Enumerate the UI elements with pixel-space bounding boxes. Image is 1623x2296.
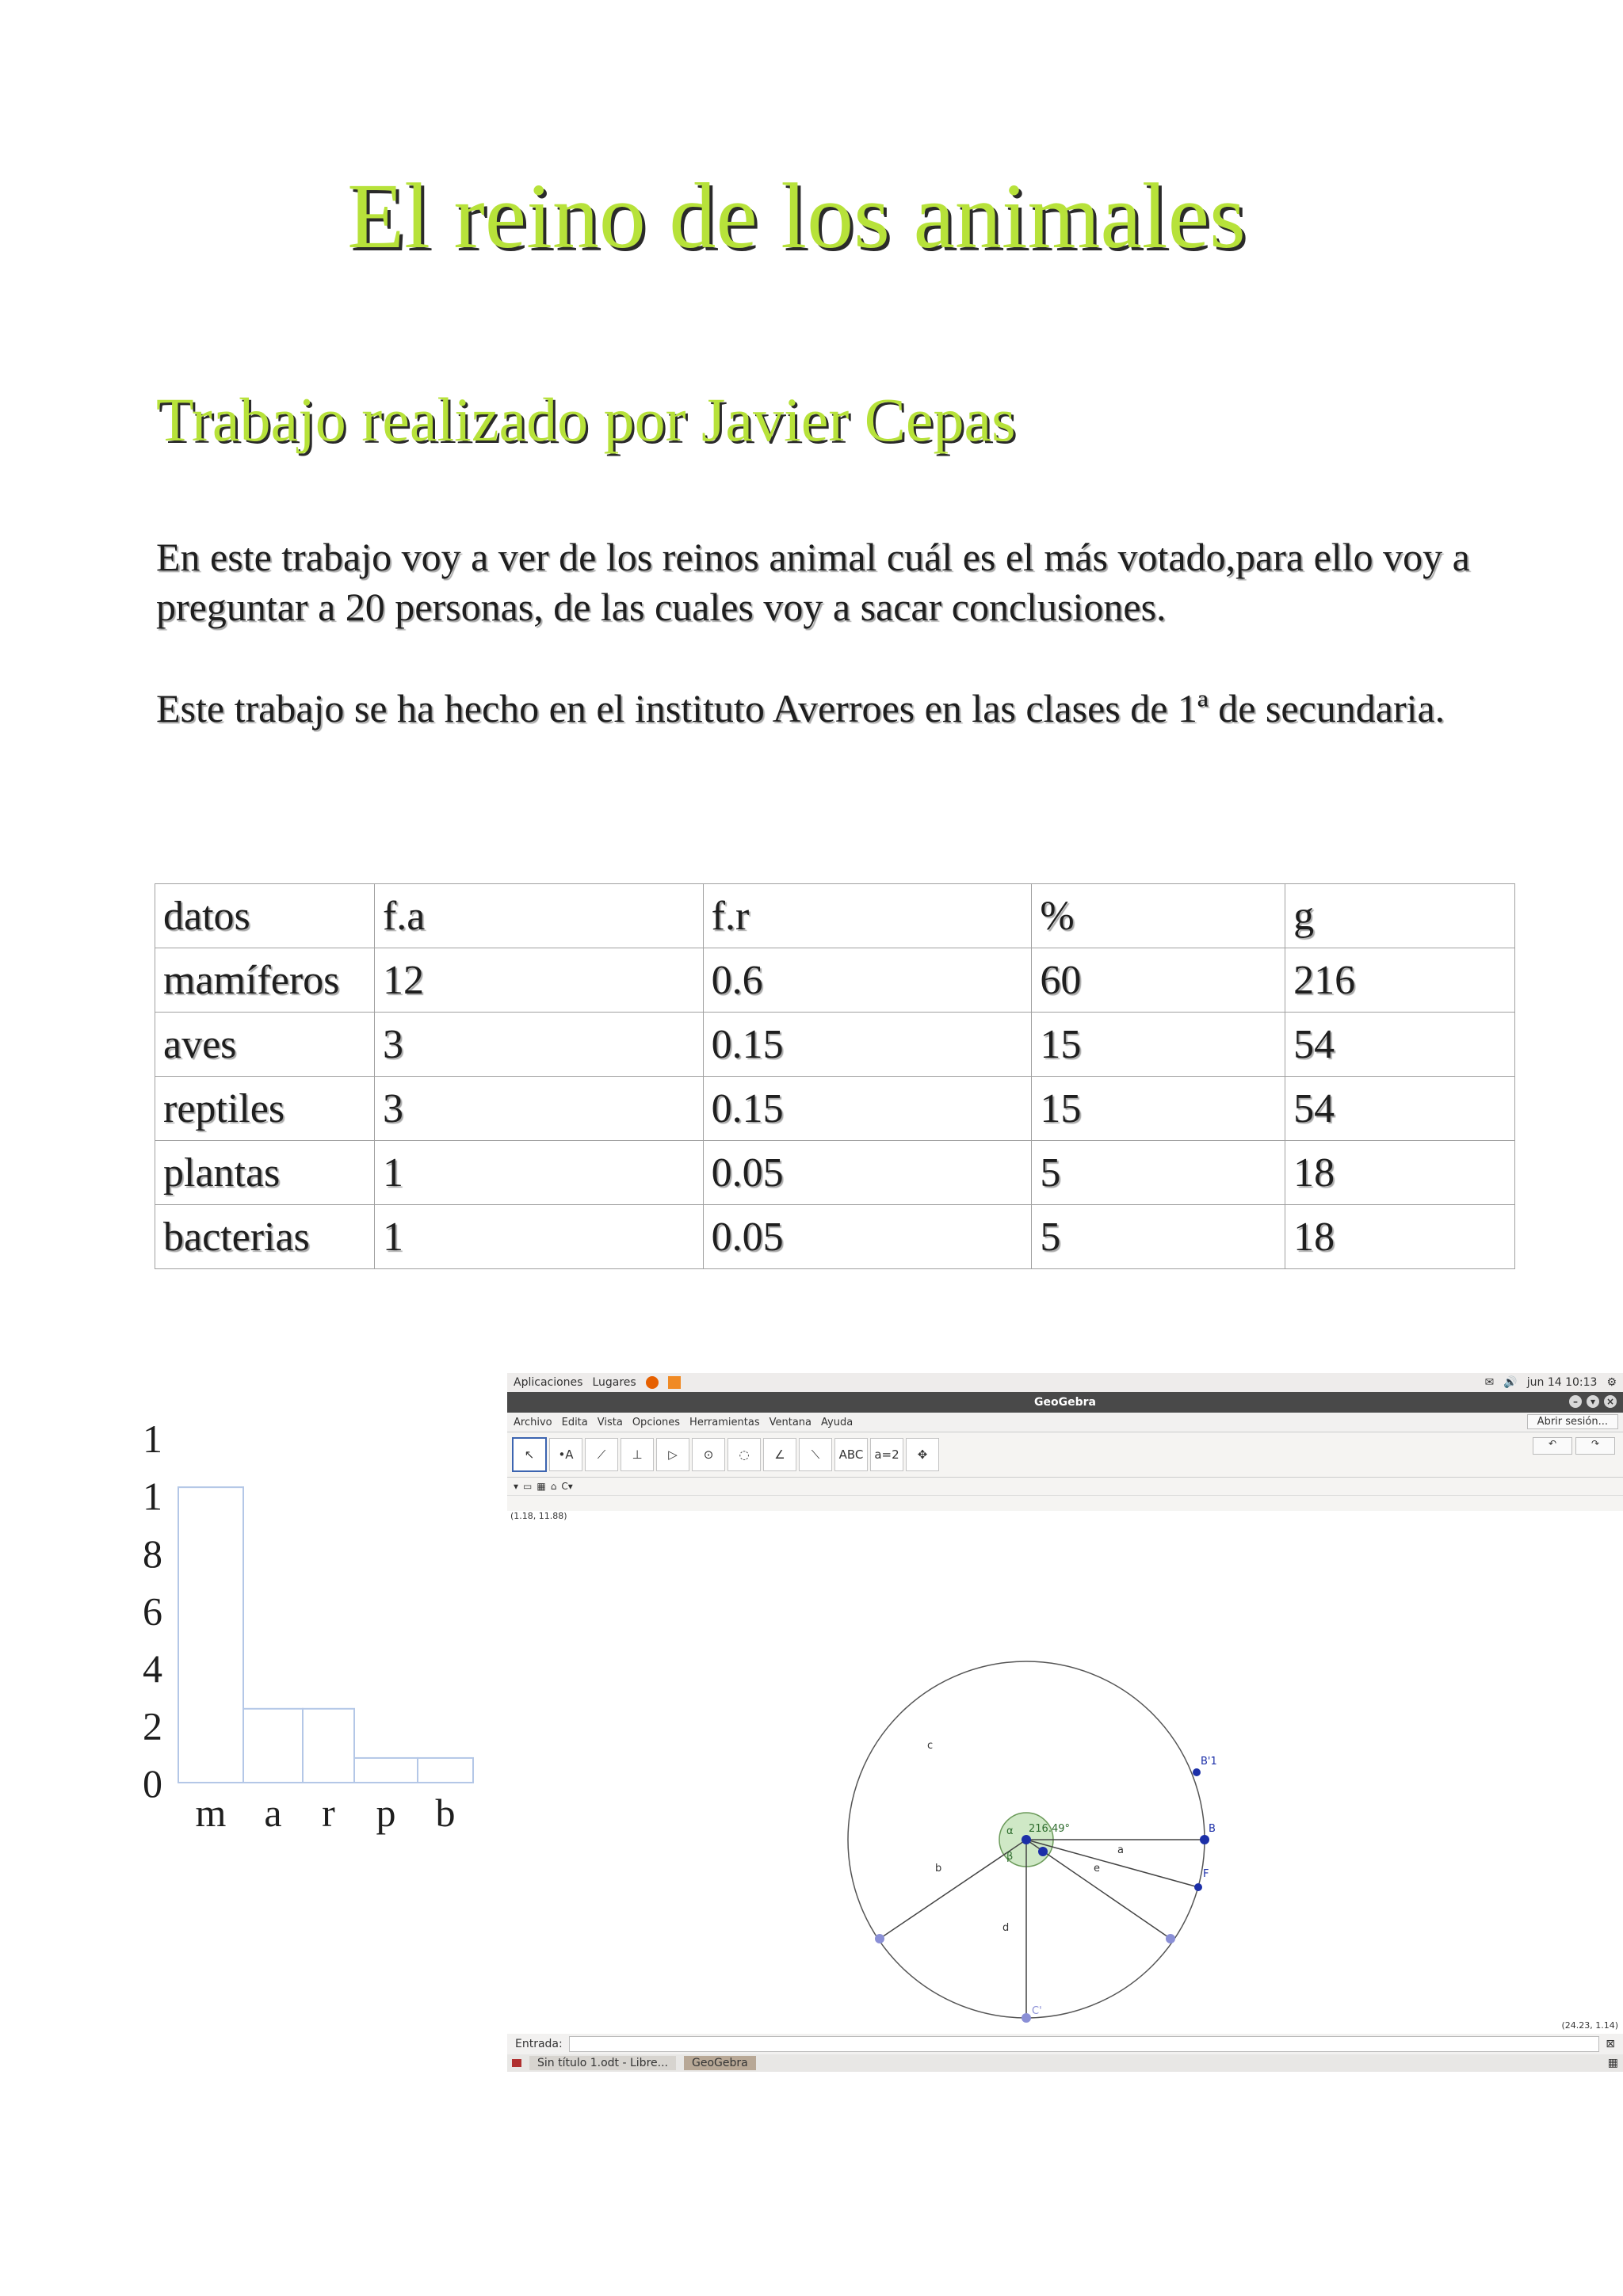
header-cell: g (1285, 884, 1515, 948)
menu-ayuda[interactable]: Ayuda (821, 1416, 854, 1428)
maximize-icon[interactable]: ▾ (1587, 1395, 1599, 1408)
x-tick-label: p (376, 1791, 396, 1835)
frequency-table (155, 883, 1515, 1269)
point-F[interactable] (1194, 1883, 1202, 1891)
point-tool-icon[interactable]: •A (549, 1438, 582, 1471)
center-point[interactable] (1022, 1835, 1031, 1844)
coordinate-readout-bottom: (24.23, 1.14) (1561, 2020, 1618, 2031)
close-icon[interactable]: × (1604, 1395, 1617, 1408)
coordinate-readout-top: (1.18, 11.88) (510, 1511, 567, 1521)
taskbar-item-libreoffice[interactable]: Sin título 1.odt - Libre... (529, 2056, 676, 2070)
table-cell: 1 (374, 1141, 703, 1205)
header-cell: datos (155, 884, 375, 948)
table-cell: 54 (1285, 1013, 1515, 1077)
geogebra-screenshot (507, 1373, 1623, 2072)
bar-m (178, 1487, 243, 1783)
segment-e[interactable] (1026, 1840, 1170, 1939)
input-bar (507, 2034, 1623, 2054)
x-tick-label: m (195, 1791, 227, 1835)
axes-toggle-icon[interactable]: ▭ (523, 1481, 533, 1492)
point-inner[interactable] (1038, 1847, 1048, 1856)
apps-menu[interactable]: Aplicaciones (514, 1376, 583, 1389)
move-tool-icon[interactable]: ↖ (512, 1437, 547, 1472)
home-view-icon[interactable]: ⌂ (550, 1481, 557, 1492)
bar-chart (143, 1426, 491, 1838)
table-row (155, 1205, 1515, 1269)
redo-icon[interactable]: ↷ (1575, 1437, 1615, 1455)
angle-value-label: 216.49° (1029, 1823, 1070, 1835)
point-E[interactable] (1166, 1934, 1175, 1943)
table-cell: 15 (1032, 1077, 1285, 1141)
x-tick-label: a (264, 1791, 282, 1835)
gear-icon[interactable]: ⚙ (1606, 1376, 1617, 1389)
circle-tool-icon[interactable]: ⊙ (692, 1438, 725, 1471)
y-tick-label: 1 (143, 1474, 162, 1519)
table-cell: 0.05 (703, 1141, 1032, 1205)
label-alpha: α (1006, 1825, 1014, 1837)
volume-icon[interactable]: 🔊 (1503, 1376, 1518, 1389)
table-cell: plantas (155, 1141, 375, 1205)
table-cell: bacterias (155, 1205, 375, 1269)
table-row (155, 948, 1515, 1013)
point-C-prime[interactable] (1022, 2013, 1031, 2023)
perpendicular-tool-icon[interactable]: ⊥ (621, 1438, 654, 1471)
table-cell: 5 (1032, 1141, 1285, 1205)
slider-tool-button[interactable]: a=2 (870, 1438, 903, 1471)
text-tool-button[interactable]: ABC (834, 1438, 868, 1471)
geometry-construction[interactable] (507, 1511, 1623, 2034)
app-launcher-icon[interactable] (668, 1376, 681, 1389)
window-title: GeoGebra (1034, 1396, 1096, 1409)
reflect-tool-icon[interactable]: ⟍ (799, 1438, 832, 1471)
menu-archivo[interactable]: Archivo (514, 1416, 552, 1428)
table-cell: aves (155, 1013, 375, 1077)
taskbar-item-geogebra[interactable]: GeoGebra (684, 2056, 756, 2070)
table-cell: 5 (1032, 1205, 1285, 1269)
intro-paragraph: En este trabajo voy a ver de los reinos animal cuál es el más votado,para ello voy a preguntar a 20 personas, de las cuales voy a sacar conclusiones. (156, 535, 1470, 629)
bar-p (354, 1758, 418, 1783)
tool-bar (507, 1432, 1623, 1478)
point-C[interactable] (875, 1934, 884, 1943)
y-tick-label: 1 (143, 1426, 162, 1461)
toggle-style-bar-icon[interactable]: ▾ (514, 1481, 519, 1492)
bar-r (303, 1709, 354, 1783)
table-cell: reptiles (155, 1077, 375, 1141)
point-B1[interactable] (1193, 1768, 1201, 1776)
table-cell: 18 (1285, 1141, 1515, 1205)
bar-b (418, 1758, 473, 1783)
table-header-row (155, 884, 1515, 948)
table-cell: 1 (374, 1205, 703, 1269)
header-cell: f.r (703, 884, 1032, 948)
header-cell: f.a (374, 884, 703, 948)
menu-bar (507, 1413, 1623, 1432)
label-B1: B'1 (1201, 1756, 1217, 1768)
y-tick-label: 2 (143, 1703, 162, 1749)
x-tick-label: r (322, 1791, 335, 1835)
taskbar (507, 2054, 1623, 2072)
login-button[interactable]: Abrir sesión... (1527, 1414, 1618, 1429)
desktop-top-bar (507, 1373, 1623, 1392)
context-paragraph: Este trabajo se ha hecho en el instituto Averroes en las clases de 1ª de secundaria. (156, 686, 1445, 730)
label-a: a (1117, 1844, 1124, 1856)
table-cell: 0.05 (703, 1205, 1032, 1269)
table-cell: 0.6 (703, 948, 1032, 1013)
point-capture-select[interactable]: C▾ (561, 1481, 573, 1492)
ellipse-tool-icon[interactable]: ◌ (727, 1438, 761, 1471)
table-cell: 18 (1285, 1205, 1515, 1269)
table-row (155, 1077, 1515, 1141)
firefox-icon[interactable] (646, 1376, 659, 1389)
menu-edita[interactable]: Edita (561, 1416, 588, 1428)
label-d: d (1002, 1922, 1010, 1934)
label-B: B (1209, 1823, 1216, 1835)
segment-f[interactable] (1026, 1840, 1198, 1887)
point-B[interactable] (1200, 1835, 1209, 1844)
graphics-view[interactable] (507, 1511, 1623, 2034)
label-b: b (935, 1863, 942, 1875)
bar-a (243, 1709, 303, 1783)
table-row (155, 1013, 1515, 1077)
x-tick-label: b (435, 1791, 456, 1835)
undo-icon[interactable]: ↶ (1533, 1437, 1572, 1455)
angle-tool-icon[interactable]: ∠ (763, 1438, 796, 1471)
table-cell: 216 (1285, 948, 1515, 1013)
table-cell: 3 (374, 1013, 703, 1077)
workspace-switcher-icon[interactable]: ▦ (1607, 2057, 1618, 2069)
table-cell: 3 (374, 1077, 703, 1141)
document-title: El reino de los animales (347, 164, 1246, 268)
network-icon[interactable]: ✉ (1484, 1376, 1495, 1389)
menu-herramientas[interactable]: Herramientas (689, 1416, 760, 1428)
y-tick-label: 0 (143, 1761, 162, 1806)
table-cell: 0.15 (703, 1077, 1032, 1141)
places-menu[interactable]: Lugares (592, 1376, 636, 1389)
window-title-bar (507, 1392, 1623, 1413)
menu-ventana[interactable]: Ventana (769, 1416, 812, 1428)
menu-opciones[interactable]: Opciones (632, 1416, 681, 1428)
header-cell: % (1032, 884, 1285, 948)
style-bar (507, 1478, 1623, 1496)
label-beta: β (1006, 1851, 1014, 1863)
move-view-tool-icon[interactable]: ✥ (906, 1438, 939, 1471)
table-cell: mamíferos (155, 948, 375, 1013)
grid-toggle-icon[interactable]: ▦ (537, 1481, 546, 1492)
document-subtitle: Trabajo realizado por Javier Cepas (156, 385, 1016, 454)
show-desktop-icon[interactable] (512, 2059, 521, 2067)
label-e: e (1094, 1863, 1100, 1875)
table-cell: 0.15 (703, 1013, 1032, 1077)
y-tick-label: 4 (143, 1646, 162, 1691)
label-C-prime: C' (1032, 2005, 1042, 2017)
line-tool-icon[interactable]: ⟋ (585, 1438, 618, 1471)
table-cell: 15 (1032, 1013, 1285, 1077)
label-F: F (1203, 1868, 1209, 1880)
table-cell: 54 (1285, 1077, 1515, 1141)
datetime[interactable]: jun 14 10:13 (1526, 1376, 1598, 1389)
y-tick-label: 8 (143, 1531, 162, 1576)
minimize-icon[interactable]: – (1569, 1395, 1582, 1408)
menu-vista[interactable]: Vista (597, 1416, 623, 1428)
table-cell: 12 (374, 948, 703, 1013)
table-row (155, 1141, 1515, 1205)
y-tick-label: 6 (143, 1589, 162, 1634)
table-cell: 60 (1032, 948, 1285, 1013)
label-c: c (927, 1740, 934, 1752)
input-field[interactable] (569, 2036, 1600, 2052)
input-help-icon[interactable]: ⊠ (1606, 2038, 1615, 2050)
polygon-tool-icon[interactable]: ▷ (656, 1438, 689, 1471)
entry-label: Entrada: (515, 2038, 563, 2050)
